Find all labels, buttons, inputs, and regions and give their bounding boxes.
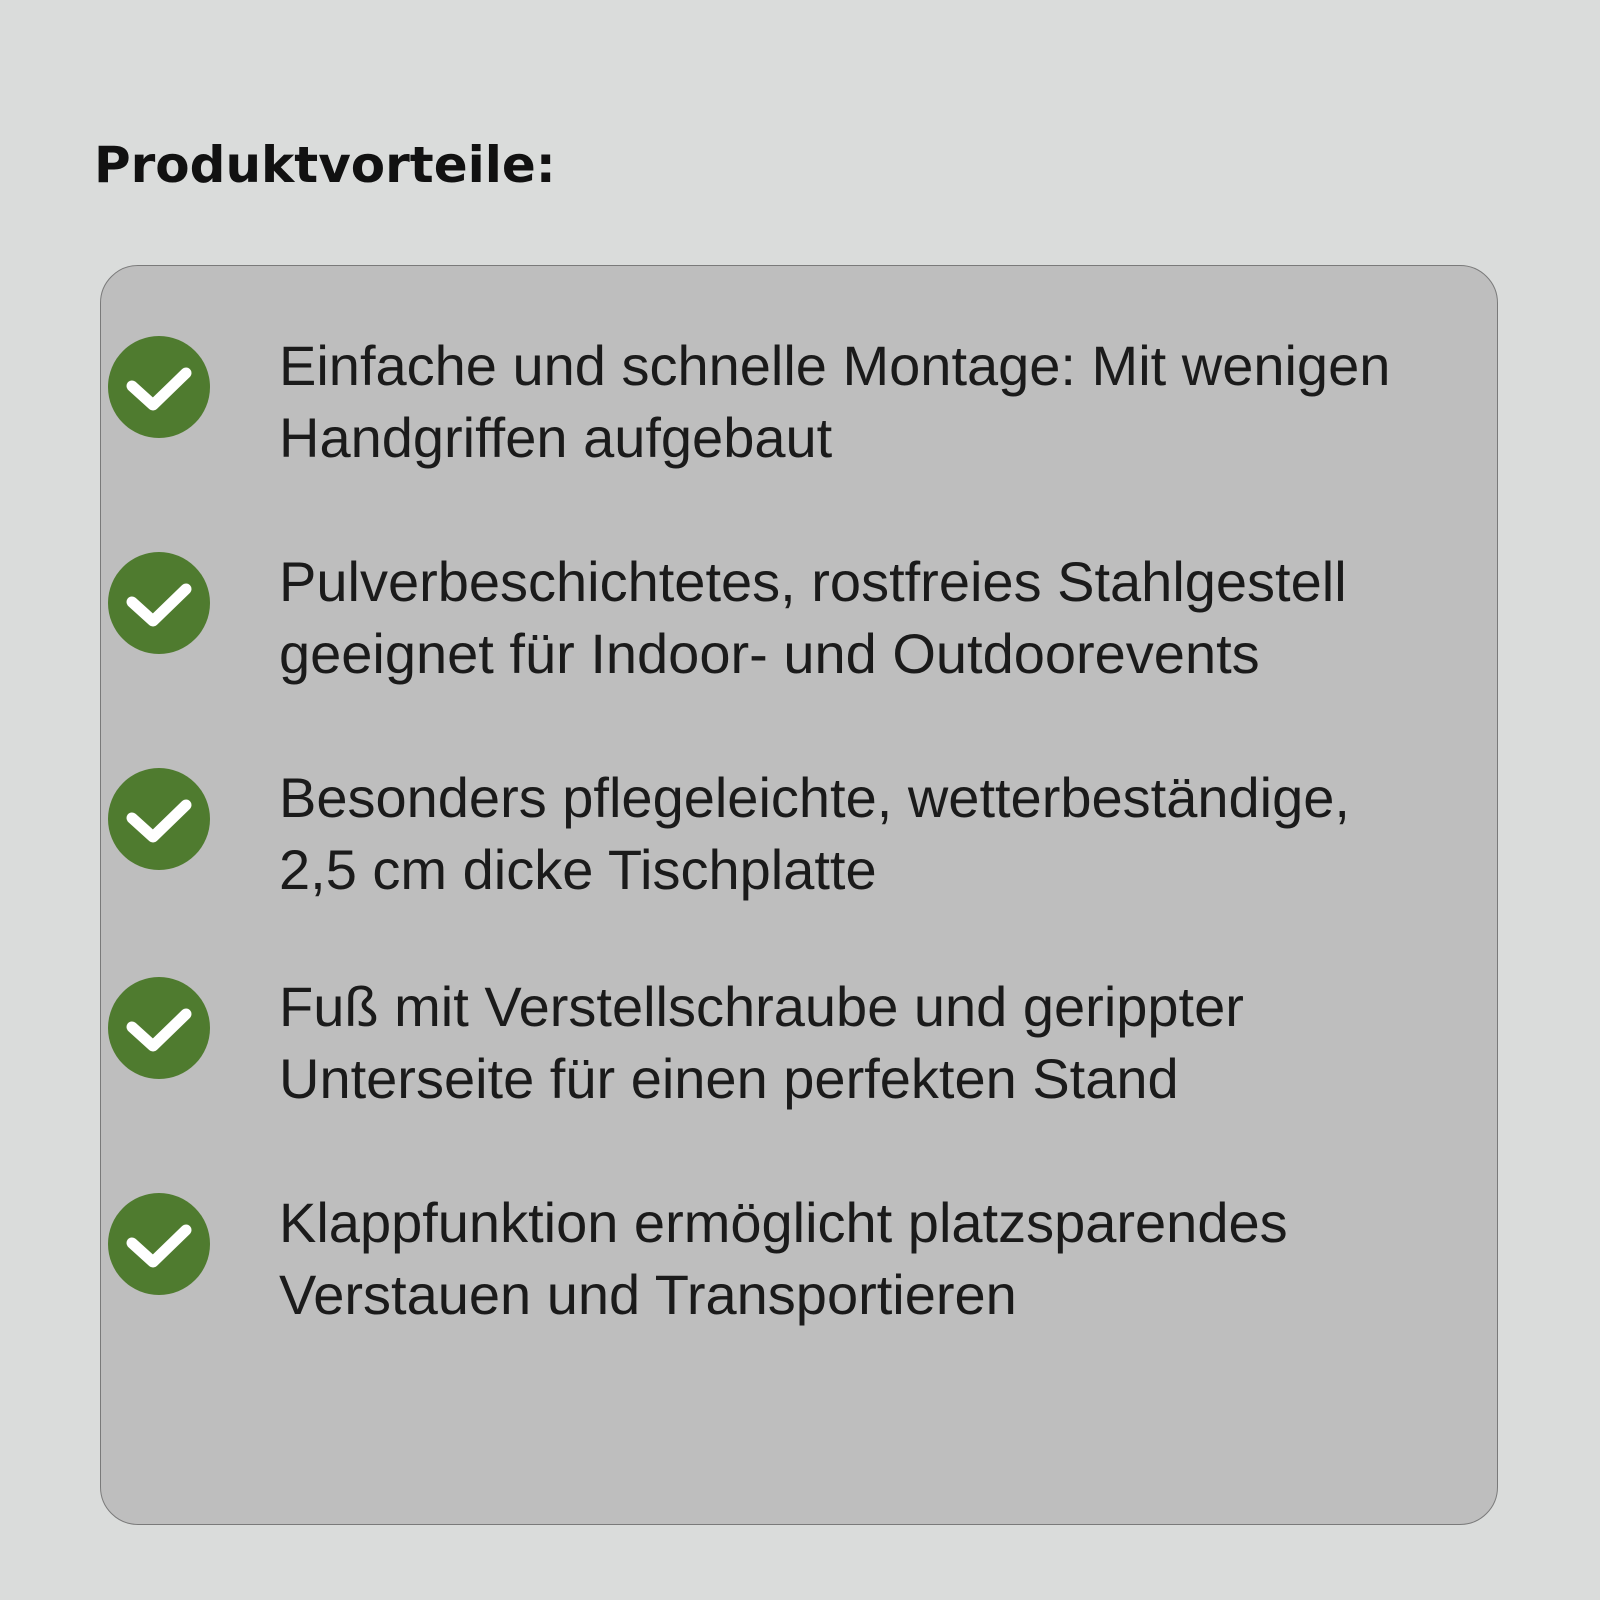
benefit-text	[279, 330, 1469, 474]
check-circle-icon	[108, 977, 210, 1079]
benefit-text-line-1: Besonders pflegeleichte, wetterbeständige,	[279, 766, 1350, 829]
benefit-text-line-2: 2,5 cm dicke Tischplatte	[279, 838, 877, 901]
benefit-text-line-1: Fuß mit Verstellschraube und gerippter	[279, 975, 1244, 1038]
benefit-text-line-2: Handgriffen aufgebaut	[279, 406, 833, 469]
benefit-item-5	[101, 1123, 1499, 1326]
benefit-item-1	[101, 266, 1499, 469]
check-circle-icon	[108, 336, 210, 438]
benefit-text-line-1: Pulverbeschichtetes, rostfreies Stahlgestell	[279, 550, 1347, 613]
check-circle-icon	[108, 1193, 210, 1295]
benefit-text-line-1: Einfache und schnelle Montage: Mit wenigen	[279, 334, 1391, 397]
benefit-text	[279, 762, 1469, 906]
benefit-text-line-2: Unterseite für einen perfekten Stand	[279, 1047, 1179, 1110]
benefit-item-3	[101, 698, 1499, 901]
check-circle-icon	[108, 768, 210, 870]
benefit-text-line-2: geeignet für Indoor- und Outdoorevents	[279, 622, 1260, 685]
benefit-text	[279, 546, 1469, 690]
page-title: Produktvorteile:	[94, 136, 556, 194]
benefit-text	[279, 1187, 1469, 1331]
benefit-item-2	[101, 482, 1499, 685]
benefit-text	[279, 971, 1469, 1115]
benefit-text-line-2: Verstauen und Transportieren	[279, 1263, 1017, 1326]
benefits-panel	[100, 265, 1498, 1525]
benefit-text-line-1: Klappfunktion ermöglicht platzsparendes	[279, 1191, 1288, 1254]
benefit-item-4	[101, 907, 1499, 1110]
check-circle-icon	[108, 552, 210, 654]
